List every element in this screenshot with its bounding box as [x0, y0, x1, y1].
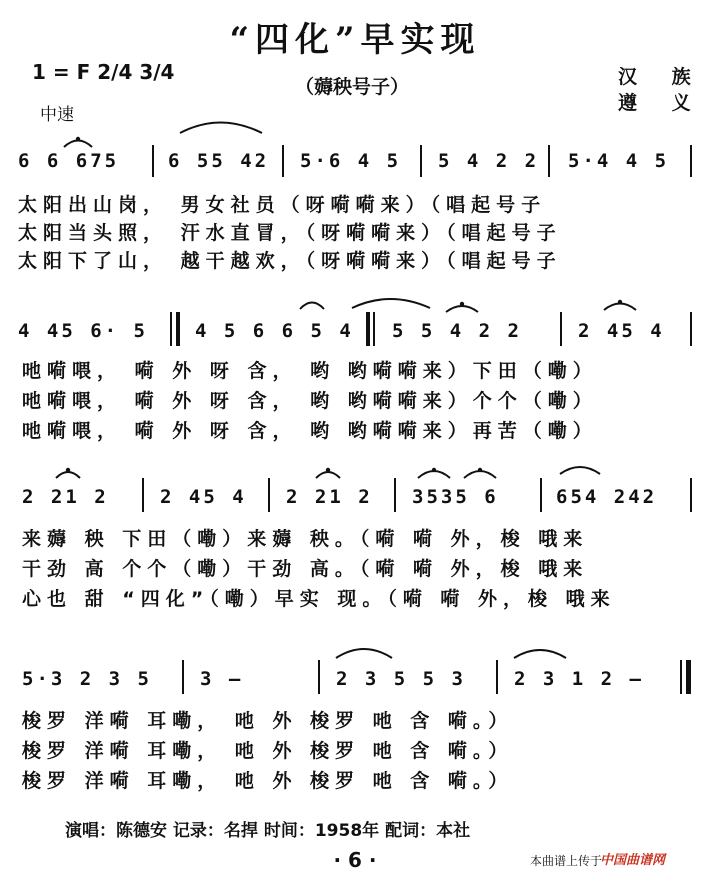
ethnicity-label: 汉 族 — [618, 66, 705, 88]
slur-arc — [300, 303, 324, 310]
slur-arc — [352, 299, 430, 308]
slur-arc — [336, 649, 392, 658]
slur-arc — [64, 141, 92, 148]
measure-notes: 5·3 2 3 5 — [22, 668, 152, 690]
slur-arc — [316, 472, 340, 478]
region-label: 遵 义 — [618, 92, 705, 114]
slur-arc — [560, 467, 600, 474]
lyric-line-1: 梭罗 洋嗬 耳嘞， 吔 外 梭罗 吔 含 嗬。） — [22, 710, 514, 732]
lyric-line-1: 吔嗬喂， 嗬 外 呀 含， 哟 哟嗬嗬来）下田（嘞） — [22, 360, 598, 382]
measure-notes: 2 21 2 — [22, 486, 109, 508]
measure-notes: 3535 6 — [412, 486, 499, 508]
slur-arc — [446, 306, 478, 312]
slur-arc — [604, 304, 636, 311]
measure-notes: 5 5 4 2 2 — [392, 320, 522, 342]
lyric-line-2: 干劲 高 个个（嘞）干劲 高。（嗬 嗬 外，梭 哦来 — [22, 558, 589, 580]
slur-arc — [180, 123, 262, 134]
measure-notes: 5 4 2 2 — [438, 150, 540, 172]
upload-note: 本曲谱上传于 — [530, 854, 603, 868]
lyric-line-3: 太阳下了山， 越干越欢，（呀嗬嗬来）（唱起号子 — [18, 250, 562, 272]
lyric-line-2: 吔嗬喂， 嗬 外 呀 含， 哟 哟嗬嗬来）个个（嘞） — [22, 390, 598, 412]
lyric-line-2: 梭罗 洋嗬 耳嘞， 吔 外 梭罗 吔 含 嗬。） — [22, 740, 514, 762]
lyric-line-3: 吔嗬喂， 嗬 外 呀 含， 哟 哟嗬嗬来）再苦（嘞） — [22, 420, 598, 442]
measure-notes: 2 45 4 — [160, 486, 247, 508]
lyric-line-3: 梭罗 洋嗬 耳嘞， 吔 外 梭罗 吔 含 嗬。） — [22, 770, 514, 792]
credits-line: 演唱：陈德安 记录：名捍 时间：1958年 配词：本社 — [65, 821, 471, 841]
site-logo[interactable]: 中国曲谱网 — [600, 853, 666, 868]
measure-notes: 3 — — [200, 668, 244, 690]
lyric-line-3: 心也 甜 “四化”（嘞）早实 现。（嗬 嗬 外，梭 哦来 — [22, 588, 616, 610]
measure-notes: 4 45 6· 5 — [18, 320, 148, 342]
key-signature: 1 = F 2/4 3/4 — [32, 60, 175, 84]
measure-notes: 2 3 5 5 3 — [336, 668, 466, 690]
page-number: · 6 · — [333, 848, 377, 872]
measure-notes: 2 21 2 — [286, 486, 373, 508]
song-title: “四化”早实现 — [229, 20, 481, 60]
measure-notes: 5·4 4 5 — [568, 150, 670, 172]
lyric-line-1: 来薅 秧 下田（嘞）来薅 秧。（嗬 嗬 外，梭 哦来 — [22, 528, 589, 550]
measure-notes: 2 3 1 2 — — [514, 668, 644, 690]
lyric-line-1: 太阳出山岗， 男女社员（呀嗬嗬来）（唱起号子 — [18, 194, 547, 216]
measure-notes: 6 55 42 — [168, 150, 270, 172]
song-subtitle: （薅秧号子） — [295, 76, 410, 98]
measure-notes: 2 45 4 — [578, 320, 665, 342]
measure-notes: 4 5 6 6 5 4 — [195, 320, 354, 342]
measure-notes: 5·6 4 5 — [300, 150, 402, 172]
slur-arc — [514, 650, 566, 658]
slur-arc — [56, 472, 80, 478]
measure-notes: 6 6 675 — [18, 150, 120, 172]
lyric-line-2: 太阳当头照， 汗水直冒，（呀嗬嗬来）（唱起号子 — [18, 222, 562, 244]
measure-notes: 654 242 — [556, 486, 658, 508]
tempo-marking: 中速 — [40, 105, 74, 125]
